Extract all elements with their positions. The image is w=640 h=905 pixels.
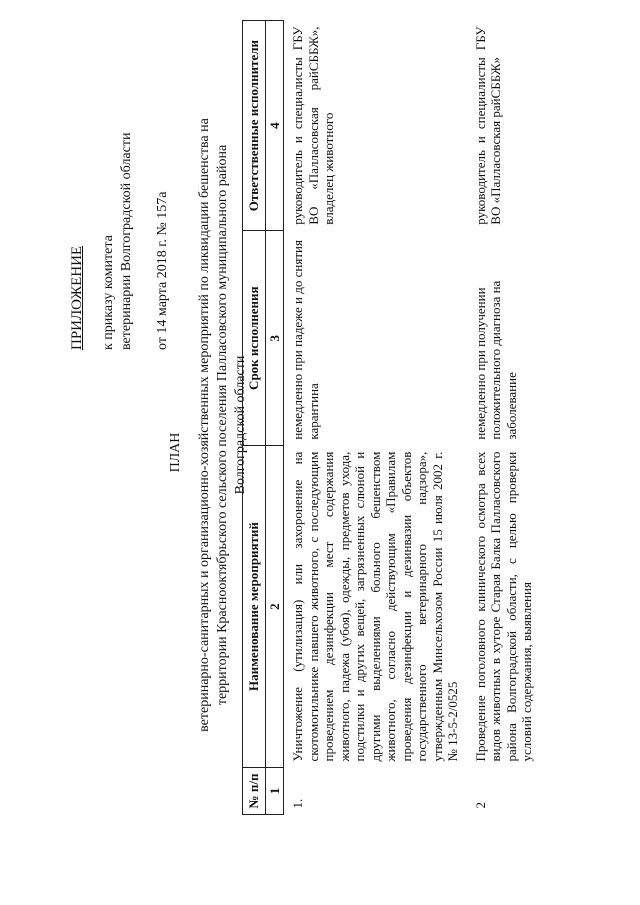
appendix-title: ПРИЛОЖЕНИЕ [69, 245, 85, 350]
appendix-line-2: ветеринарии Волгоградской области [119, 132, 134, 350]
column-number: 4 [265, 21, 284, 231]
header-num: № п/п [243, 768, 266, 815]
appendix-block [68, 50, 172, 350]
row-name: Уничтожение (утилизация) или захоронение на скотомогильнике павшего животного, с последующим проведением дезинфекции мест содержания животного, падежа (убоя), одежды, предметов ухода, подстилки и других вещей, загрязненных слюной и другими выделениями больного бешенством животного, согласно действующим «Правилам проведения дезинфекции и дезинвазии объектов государственного ветеринарного надзора», утвержденным Минсельхозом России 15 июля 2002 г. № 13-5-2/0525 [290, 451, 460, 762]
table-row [284, 21, 467, 815]
plan-subtitle: ветеринарно-санитарных и организационно-хозяйственных мероприятий по ликвидации бешенства на территории Краснооктябрьского сельского поселения Палласовского муниципального района Волгоградской области [197, 118, 248, 732]
row-resp: руководитель и специалисты ГБУ ВО «Палласовская райСББЖ», владелец животного [290, 26, 336, 225]
plan-title: ПЛАН [168, 432, 183, 473]
table-row [467, 21, 541, 815]
row-number: 2 [472, 802, 488, 809]
header-term: Срок исполнения [243, 231, 266, 446]
row-name: Проведение поголовного клинического осмотра всех видов животных в хуторе Старая Балка Палласовского района Волгоградской области, с целью проверки условий содержания, выявления [472, 451, 534, 762]
column-number: 2 [265, 446, 284, 768]
row-term: немедленно при падеже и до снятия карантина [290, 240, 321, 440]
header-resp: Ответственные исполнители [243, 21, 266, 231]
appendix-line-1: к приказу комитета [101, 235, 116, 350]
column-number-row [265, 21, 284, 815]
row-resp: руководитель и специалисты ГБУ ВО «Палласовская райСББЖ» [472, 26, 503, 225]
appendix-line-3: от 14 марта 2018 г. № 157а [155, 191, 170, 350]
row-number: 1. [290, 798, 305, 809]
plan-table [242, 20, 541, 815]
row-term: немедленно при получении положительного диагноза на заболевание [472, 280, 519, 440]
header-name: Наименование мероприятий [243, 446, 266, 768]
column-number: 1 [265, 768, 284, 815]
table-header-row [243, 21, 266, 815]
column-number: 3 [265, 231, 284, 446]
